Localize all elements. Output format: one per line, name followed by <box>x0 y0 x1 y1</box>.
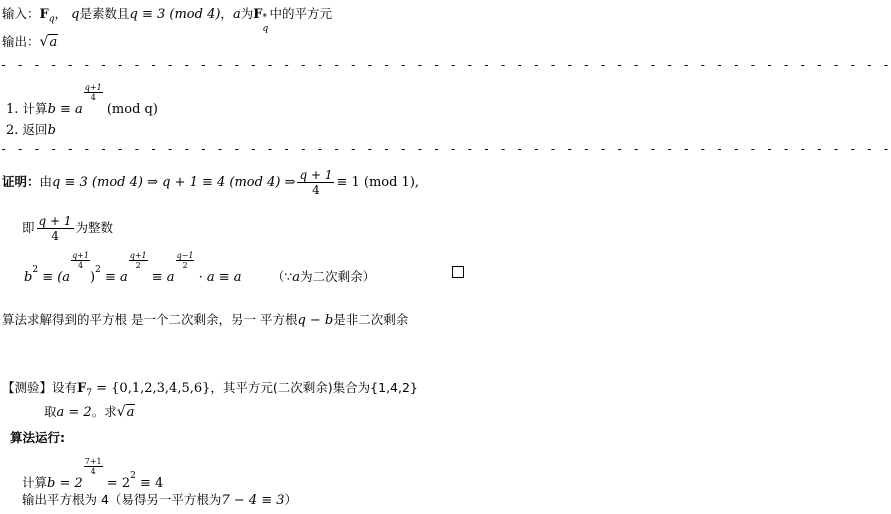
proof-label: 证明： <box>2 174 40 189</box>
sqrt-expression: √a <box>39 34 58 50</box>
separator-bottom: - - - - - - - - - - - - - - - - - - - - - - - - - - - - - - - - - - - - - - - - - - - - - - - - - - - - - - <box>0 142 891 156</box>
input-line: 输入：$F_q$， q是素数且q ≡ 3 (mod 4)，a为F * q 中的平方元 <box>2 6 332 34</box>
congruence-condition: q ≡ 3 (mod 4) <box>129 7 221 22</box>
proof-line-2: 即 $\frac{q + 1}{4}$ 为整数 <box>22 214 114 243</box>
fraction-q-plus-1-over-4: $\frac{q + 1}{4}$ <box>299 168 333 197</box>
run-calc-line: 计算b = 2 $\frac{7+1}{4}$ = $2^2 \equiv 4$ <box>22 457 164 491</box>
sqrt-expression: √a <box>116 404 135 420</box>
separator-top: - - - - - - - - - - - - - - - - - - - - - - - - - - - - - - - - - - - - - - - - - - - - - - - - - - - - - - <box>0 58 891 72</box>
test-label: 【测验】 <box>2 380 53 395</box>
exponent-fraction: $\frac{q+1}{4}$ <box>84 83 102 102</box>
proof-equation: $b^2 \equiv (a$ $\frac{q+1}{4}$ )$^2$ ≡ a $\frac{q+1}{2}$ ≡ a $\frac{q-1}{2}$ · a ≡ a （∵a为二次剩余） <box>24 251 376 285</box>
test-line: 【测验】设有$F_7 = \{0,1,2,3,4,5,6\}$，其平方元(二次剩余)集合为{1,4,2} <box>2 380 418 399</box>
run-output-line: 输出平方根为 4（易得另一平方根为7 − 4 ≡ 3） <box>22 492 298 508</box>
output-label: 输出： <box>2 34 40 49</box>
proof-line-1: 证明：由q ≡ 3 (mod 4) ⇒ q + 1 ≡ 4 (mod 4) ⇒ $\frac{q + 1}{4}$ ≡ 1 (mod 1), <box>2 168 420 197</box>
conclusion-line: 算法求解得到的平方根 是一个二次剩余，另一 平方根q − b是非二次剩余 <box>2 312 409 328</box>
input-label: 输入： <box>2 6 40 21</box>
run-label-line <box>10 430 65 447</box>
test-take-line: 取a = 2。求√a <box>44 404 135 420</box>
field-symbol: F <box>39 7 49 22</box>
output-line <box>2 34 58 51</box>
qed-box-icon <box>452 266 464 278</box>
run-label: 算法运行: <box>10 430 65 445</box>
step-2: 2. 返回b <box>6 122 56 138</box>
step-1: 1. 计算b ≡ a $\frac{q+1}{4}$ (mod q) <box>6 83 158 117</box>
